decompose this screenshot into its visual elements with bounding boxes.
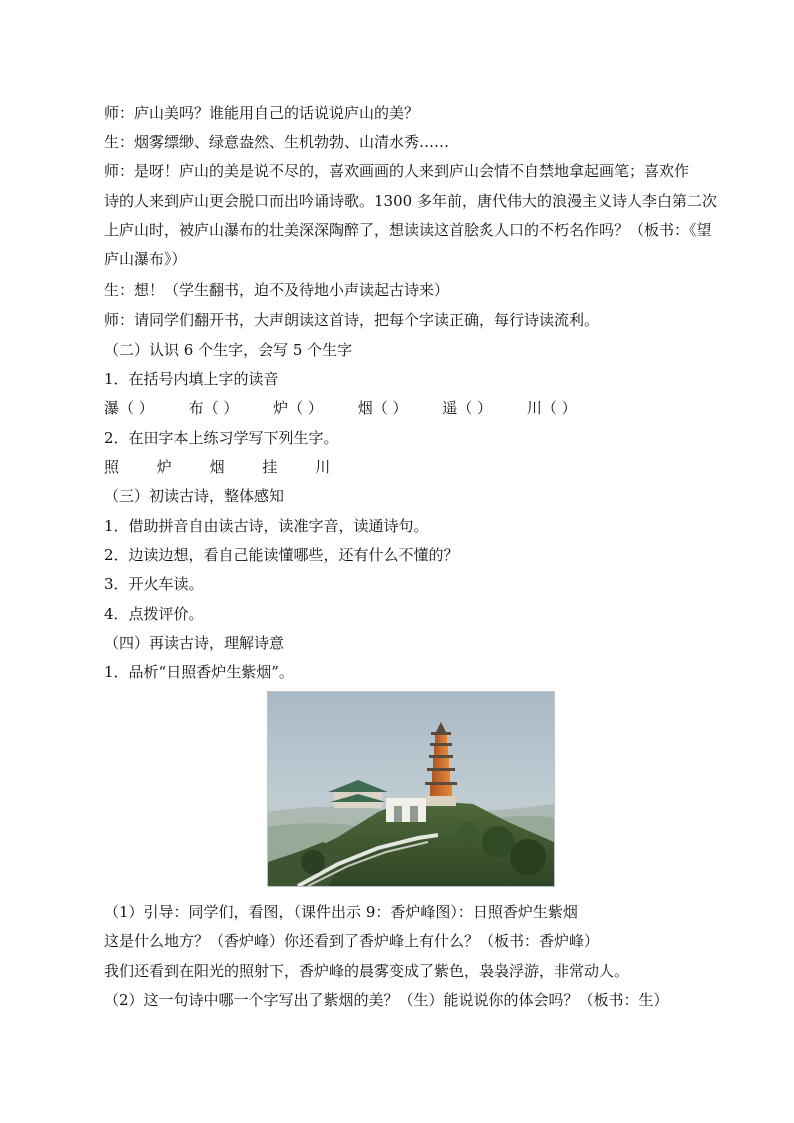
section-heading-3: （三）初读古诗，整体感知 (104, 487, 285, 505)
analysis-line: 1．品析“日照香炉生紫烟”。 (104, 663, 294, 681)
step-2-line: 2．边读边想，看自己能读懂哪些，还有什么不懂的？ (104, 546, 459, 564)
pinyin-blank: 遥（ ） (442, 399, 493, 417)
task-1-line: 1．在括号内填上字的读音 (104, 370, 279, 388)
practice-character: 挂 (262, 458, 278, 476)
step-4-line: 4．点拨评价。 (104, 605, 204, 623)
pinyin-blank: 布（ ） (188, 399, 239, 417)
student-reply-line: 生：想！（学生翻书，迫不及待地小声读起古诗来） (104, 281, 450, 299)
section-heading-2: （二）认识 6 个生字，会写 5 个生字 (104, 341, 353, 359)
step-1-line: 1．借助拼音自由读古诗，读准字音，读通诗句。 (104, 517, 429, 535)
teacher-question-line: 师：庐山美吗？谁能用自己的话说说庐山的美？ (104, 104, 420, 122)
teacher-paragraph-line-4: 庐山瀑布》） (104, 250, 187, 268)
pinyin-blanks-row (104, 394, 724, 423)
pinyin-blank: 炉（ ） (273, 399, 323, 417)
guide-line-1: （1）引导：同学们，看图，（课件出示 9：香炉峰图）：日照香炉生紫烟 (104, 903, 578, 921)
teacher-paragraph-line-3: 上庐山时，被庐山瀑布的壮美深深陶醉了，想读读这首脍炙人口的不朽名作吗？（板书：《望 (104, 221, 712, 239)
practice-character: 炉 (156, 458, 172, 476)
guide-line-3: 我们还看到在阳光的照射下，香炉峰的晨雾变成了紫色，袅袅浮游，非常动人。 (104, 962, 630, 980)
section-heading-4: （四）再读古诗，理解诗意 (104, 634, 285, 652)
practice-character: 烟 (209, 458, 225, 476)
pinyin-blank: 烟（ ） (357, 399, 408, 417)
xianglu-peak-photo (267, 691, 555, 887)
teacher-instruction-line: 师：请同学们翻开书，大声朗读这首诗，把每个字读正确，每行诗读流利。 (104, 311, 600, 329)
practice-character: 照 (104, 458, 120, 476)
guide-line-4: （2）这一句诗中哪一个字写出了紫烟的美？（生）能说说你的体会吗？（板书：生） (104, 991, 669, 1009)
practice-character: 川 (315, 458, 331, 476)
pinyin-blank: 瀑（ ） (104, 399, 154, 417)
practice-characters-row (104, 453, 724, 482)
student-answer-line: 生：烟雾缥缈、绿意盎然、生机勃勃、山清水秀…… (104, 133, 450, 151)
teacher-paragraph-line-2: 诗的人来到庐山更会脱口而出吟诵诗歌。1300 多年前，唐代伟大的浪漫主义诗人李白第二次 (104, 192, 717, 210)
teacher-paragraph-line-1: 师：是呀！庐山的美是说不尽的，喜欢画画的人来到庐山会情不自禁地拿起画笔；喜欢作 (104, 162, 690, 180)
guide-line-2: 这是什么地方？（香炉峰）你还看到了香炉峰上有什么？（板书：香炉峰） (104, 932, 600, 950)
task-2-line: 2．在田字本上练习学写下列生字。 (104, 429, 339, 447)
pinyin-blank: 川（ ） (526, 399, 577, 417)
step-3-line: 3．开火车读。 (104, 575, 204, 593)
